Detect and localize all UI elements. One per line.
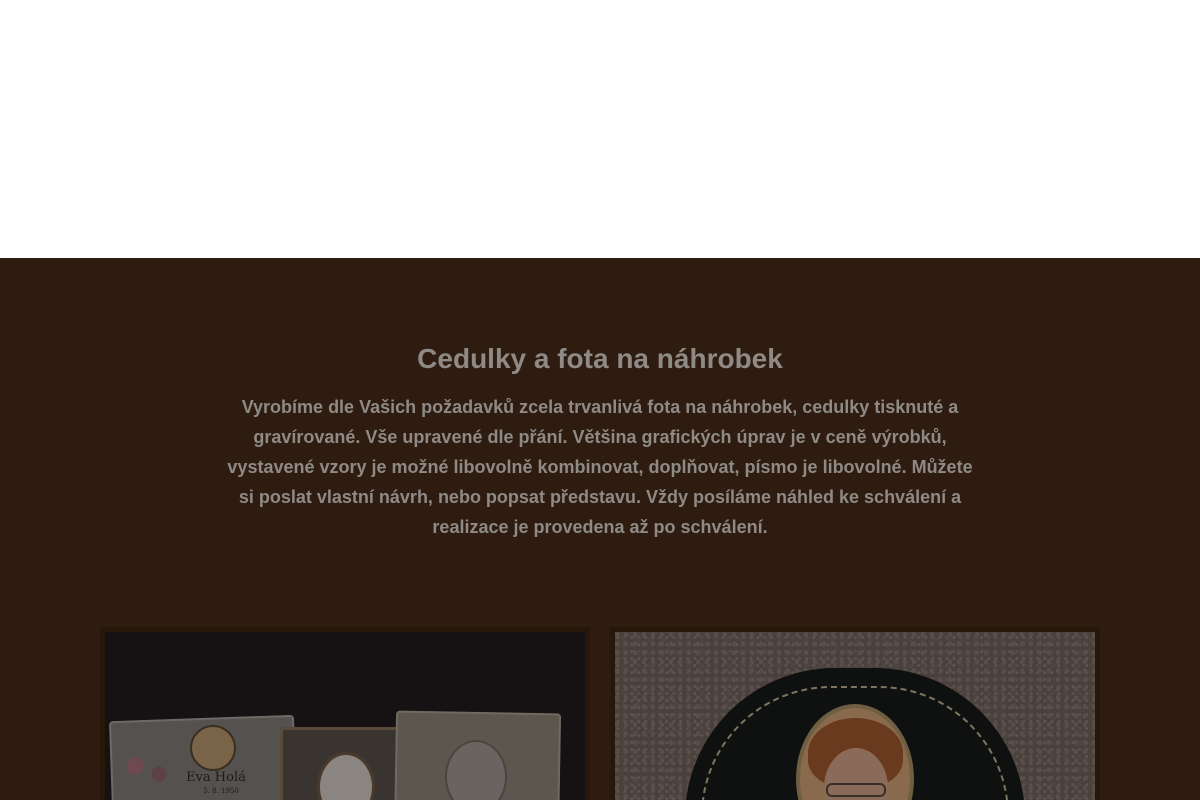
- granite-photo: [615, 632, 1095, 800]
- section-title: Cedulky a fota na náhrobek: [417, 343, 783, 374]
- plaques-photo: [105, 632, 585, 800]
- flower-decoration: [117, 750, 177, 790]
- portrait-glasses: [826, 783, 886, 797]
- memorial-section: [0, 258, 1200, 800]
- top-blank-area: [0, 0, 1200, 258]
- section-description: Vyrobíme dle Vašich požadavků zcela trvanlivá fota na náhrobek, cedulky tisknuté a gravírované. Vše upravené dle přání. Většina grafických úprav je v ceně výrobků, vystavené vzory je možné libovolně kombinovat, doplňovat, písmo je libovolné. Můžete si poslat vlastní návrh, nebo popsat představu. Vždy posíláme náhled ke schválení a realizace je provedena až po schválení.: [227, 397, 973, 537]
- plaque-date-text: 5. 8. 1950: [203, 787, 239, 795]
- gallery-card-portrait[interactable]: [610, 627, 1100, 800]
- portrait-oval-a: [190, 725, 236, 771]
- plaque-name-text: Eva Holá: [186, 770, 246, 785]
- gallery-card-plaques[interactable]: [100, 627, 590, 800]
